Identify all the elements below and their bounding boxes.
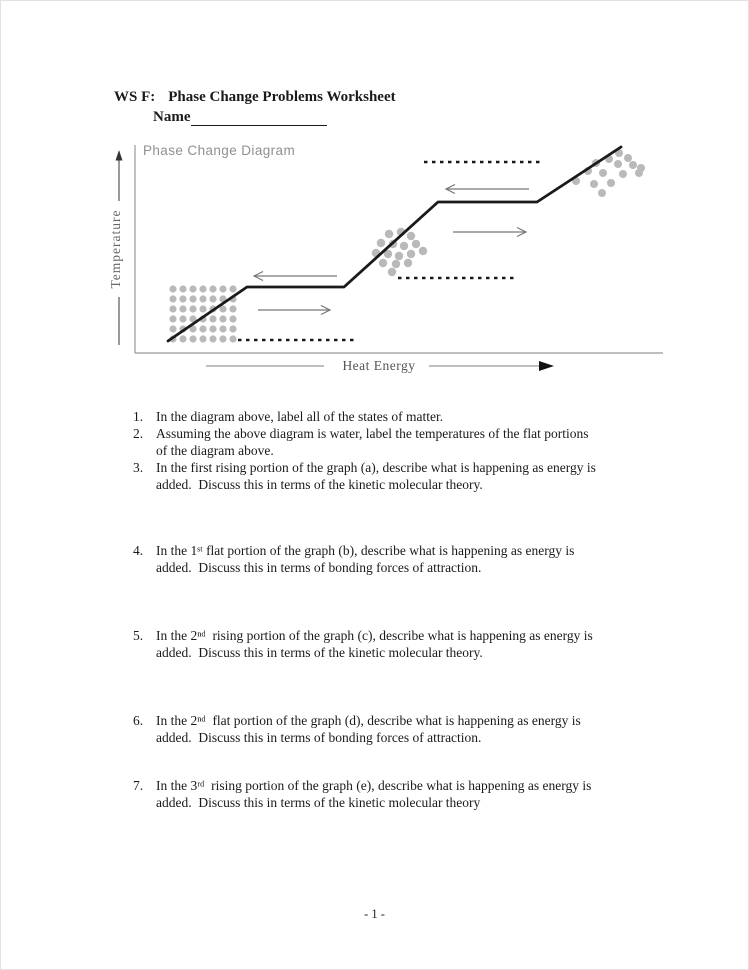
question-text: Assuming the above diagram is water, label the temperatures of the flat portions of the diagram above. <box>156 426 589 458</box>
question-2 <box>133 425 588 459</box>
y-axis-label: Temperature <box>108 209 123 289</box>
diagram-title: Phase Change Diagram <box>143 143 296 158</box>
x-axis-arrow-icon <box>429 361 554 371</box>
question-1 <box>133 408 443 425</box>
question-7 <box>133 777 591 811</box>
question-text: In the diagram above, label all of the states of matter. <box>156 409 444 424</box>
course-code: WS F: <box>114 89 156 105</box>
question-number: 3. <box>133 460 144 475</box>
diagram-svg <box>106 139 666 374</box>
question-number: 1. <box>133 409 144 424</box>
question-5 <box>133 627 593 661</box>
question-text: In the 2ⁿᵈ flat portion of the graph (d), describe what is happening as energy is added. Discuss this in terms of bonding forces of attraction. <box>156 713 581 745</box>
question-text: In the 3ʳᵈ rising portion of the graph (e), describe what is happening as energy is added. Discuss this in terms of the kinetic molecular theory <box>156 778 592 810</box>
question-number: 2. <box>133 426 144 441</box>
page-number: - 1 - <box>364 907 385 921</box>
question-3 <box>133 459 596 493</box>
question-number: 7. <box>133 778 144 793</box>
question-text: In the 2ⁿᵈ rising portion of the graph (c), describe what is happening as energy is added. Discuss this in terms of the kinetic molecular theory. <box>156 628 593 660</box>
name-label: Name <box>153 109 191 125</box>
question-4 <box>133 542 574 576</box>
phase-change-diagram <box>106 139 666 374</box>
x-axis-label: Heat Energy <box>342 358 416 373</box>
right-arrow-icon <box>453 228 526 237</box>
right-arrow-icon <box>258 306 330 315</box>
question-number: 6. <box>133 713 144 728</box>
question-6 <box>133 712 581 746</box>
worksheet-header <box>114 89 396 126</box>
name-underline <box>191 111 327 126</box>
worksheet-title: Phase Change Problems Worksheet <box>168 89 396 105</box>
question-text: In the 1ˢᵗ flat portion of the graph (b), describe what is happening as energy is added. Discuss this in terms of bonding forces of attraction. <box>156 543 575 575</box>
question-number: 5. <box>133 628 144 643</box>
question-number: 4. <box>133 543 144 558</box>
left-arrow-icon <box>254 272 337 281</box>
question-text: In the first rising portion of the graph (a), describe what is happening as energy is added. Discuss this in terms of the kinetic molecular theory. <box>156 460 596 492</box>
left-arrow-icon <box>446 185 529 194</box>
